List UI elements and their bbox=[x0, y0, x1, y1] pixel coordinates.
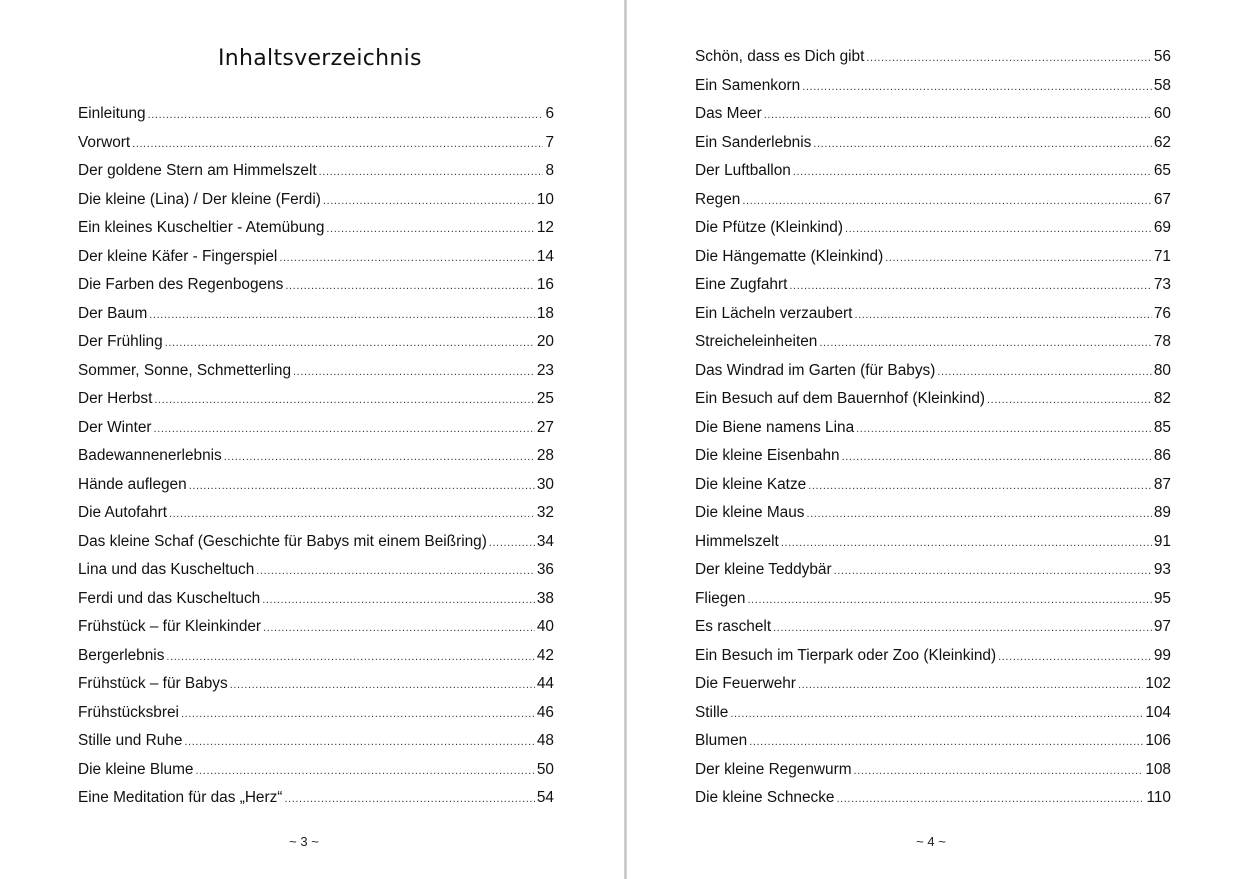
toc-entry-title: Der Frühling bbox=[78, 333, 163, 350]
toc-entry-title: Badewannenerlebnis bbox=[78, 447, 222, 464]
toc-entry-page: 78 bbox=[1153, 333, 1171, 350]
toc-dot-leader bbox=[798, 671, 1143, 700]
toc-entry bbox=[78, 756, 554, 785]
toc-entry-page: 32 bbox=[536, 504, 554, 521]
toc-entry-page: 76 bbox=[1153, 304, 1171, 322]
toc-entry bbox=[695, 642, 1171, 671]
toc-dot-leader bbox=[154, 386, 534, 415]
toc-dot-leader bbox=[866, 44, 1151, 73]
toc-entry bbox=[695, 72, 1171, 101]
toc-entry-page: 20 bbox=[536, 333, 554, 350]
toc-entry bbox=[78, 670, 554, 699]
page-number-right: ~ 4 ~ bbox=[916, 834, 946, 849]
toc-entry-page: 38 bbox=[536, 589, 554, 607]
toc-entry bbox=[78, 300, 554, 329]
toc-entry-title: Die Biene namens Lina bbox=[695, 418, 855, 436]
toc-entry-page: 8 bbox=[545, 162, 554, 179]
toc-entry-title: Streicheleinheiten bbox=[695, 333, 818, 350]
toc-entry bbox=[695, 414, 1171, 443]
toc-dot-leader bbox=[854, 757, 1144, 786]
toc-entry-title: Ein Samenkorn bbox=[695, 76, 801, 94]
toc-entry bbox=[695, 243, 1171, 272]
toc-entry-title: Es raschelt bbox=[695, 618, 772, 635]
toc-entry-title: Der kleine Käfer - Fingerspiel bbox=[78, 247, 278, 265]
toc-entry-page: 108 bbox=[1145, 760, 1171, 778]
toc-entry-title: Ein Sanderlebnis bbox=[695, 133, 812, 151]
toc-entry-page: 14 bbox=[536, 247, 554, 265]
toc-entry-title: Die Pfütze (Kleinkind) bbox=[695, 219, 843, 236]
toc-entry bbox=[695, 699, 1171, 728]
toc-entry-title: Regen bbox=[695, 190, 741, 208]
toc-dot-leader bbox=[166, 643, 534, 672]
toc-entry-page: 99 bbox=[1153, 646, 1171, 664]
toc-entry-page: 46 bbox=[536, 703, 554, 721]
toc-entry-title: Fliegen bbox=[695, 589, 746, 607]
toc-entry bbox=[695, 186, 1171, 215]
toc-entry-title: Die kleine Eisenbahn bbox=[695, 447, 840, 464]
toc-entry-page: 6 bbox=[545, 105, 554, 122]
toc-entry bbox=[78, 556, 554, 585]
toc-entry-title: Der kleine Teddybär bbox=[695, 561, 832, 578]
toc-entry-title: Sommer, Sonne, Schmetterling bbox=[78, 361, 292, 379]
toc-entry-page: 10 bbox=[536, 190, 554, 208]
toc-entry-page: 87 bbox=[1153, 475, 1171, 493]
toc-entry-title: Die Farben des Regenbogens bbox=[78, 276, 284, 293]
toc-entry-page: 12 bbox=[536, 219, 554, 236]
toc-entry-page: 106 bbox=[1145, 732, 1171, 749]
toc-entry-title: Stille bbox=[695, 703, 729, 721]
toc-entry-title: Stille und Ruhe bbox=[78, 732, 183, 749]
toc-entry-title: Lina und das Kuscheltuch bbox=[78, 561, 255, 578]
toc-entry-title: Die Autofahrt bbox=[78, 504, 167, 521]
toc-dot-leader bbox=[293, 358, 535, 387]
toc-entry bbox=[78, 414, 554, 443]
toc-entry-page: 97 bbox=[1153, 618, 1171, 635]
toc-entry-page: 30 bbox=[536, 475, 554, 493]
toc-dot-leader bbox=[807, 500, 1152, 529]
toc-entry-title: Der Luftballon bbox=[695, 162, 791, 179]
toc-entry-page: 86 bbox=[1153, 447, 1171, 464]
toc-entry bbox=[695, 129, 1171, 158]
toc-entry-page: 44 bbox=[536, 675, 554, 692]
toc-entry bbox=[695, 613, 1171, 642]
toc-entry bbox=[78, 157, 554, 186]
toc-dot-leader bbox=[730, 700, 1143, 729]
toc-entry bbox=[78, 442, 554, 471]
toc-entry-title: Die kleine Maus bbox=[695, 504, 805, 521]
toc-dot-leader bbox=[256, 557, 535, 586]
toc-entry-title: Frühstück – für Babys bbox=[78, 675, 228, 692]
toc-entry-page: 28 bbox=[536, 447, 554, 464]
toc-entry-page: 34 bbox=[536, 532, 554, 550]
toc-entry-title: Himmelszelt bbox=[695, 532, 779, 550]
toc-entry-title: Das kleine Schaf (Geschichte für Babys mit einem Beißring) bbox=[78, 532, 487, 550]
toc-entry bbox=[78, 100, 554, 129]
toc-dot-leader bbox=[323, 187, 535, 216]
toc-entry bbox=[695, 100, 1171, 129]
toc-entry-page: 85 bbox=[1153, 418, 1171, 436]
toc-entry-page: 82 bbox=[1153, 390, 1171, 407]
toc-dot-leader bbox=[184, 728, 534, 757]
toc-entry-page: 56 bbox=[1153, 48, 1171, 65]
toc-dot-leader bbox=[937, 358, 1152, 387]
toc-dot-leader bbox=[262, 586, 535, 615]
toc-entry-page: 60 bbox=[1153, 105, 1171, 122]
toc-entry bbox=[695, 157, 1171, 186]
toc-entry bbox=[695, 214, 1171, 243]
left-page bbox=[0, 0, 624, 879]
toc-entry bbox=[78, 271, 554, 300]
toc-entry-title: Der kleine Regenwurm bbox=[695, 760, 852, 778]
toc-dot-leader bbox=[845, 215, 1152, 244]
toc-entry bbox=[78, 385, 554, 414]
toc-entry-title: Frühstücksbrei bbox=[78, 703, 179, 721]
toc-dot-leader bbox=[195, 757, 534, 786]
toc-dot-leader bbox=[279, 244, 535, 273]
toc-entry-title: Die kleine Blume bbox=[78, 760, 194, 778]
toc-entry-title: Das Windrad im Garten (für Babys) bbox=[695, 361, 936, 379]
toc-entry-page: 7 bbox=[545, 133, 554, 151]
toc-entry bbox=[695, 357, 1171, 386]
toc-dot-leader bbox=[132, 130, 543, 159]
toc-entry bbox=[695, 271, 1171, 300]
toc-dot-leader bbox=[326, 215, 534, 244]
toc-entry bbox=[78, 471, 554, 500]
toc-entry-page: 18 bbox=[536, 304, 554, 322]
toc-dot-leader bbox=[165, 329, 535, 358]
toc-entry-page: 69 bbox=[1153, 219, 1171, 236]
toc-entry-title: Die Feuerwehr bbox=[695, 675, 796, 692]
toc-dot-leader bbox=[148, 101, 544, 130]
toc-entry-page: 36 bbox=[536, 561, 554, 578]
toc-dot-leader bbox=[998, 643, 1152, 672]
toc-entry-page: 89 bbox=[1153, 504, 1171, 521]
toc-entry-title: Die Hängematte (Kleinkind) bbox=[695, 247, 884, 265]
toc-entry bbox=[695, 385, 1171, 414]
toc-entry-title: Der Herbst bbox=[78, 390, 153, 407]
toc-entry-page: 62 bbox=[1153, 133, 1171, 151]
toc-entry-page: 95 bbox=[1153, 589, 1171, 607]
toc-entry-title: Vorwort bbox=[78, 133, 131, 151]
toc-entry-title: Schön, dass es Dich gibt bbox=[695, 48, 865, 65]
toc-entry bbox=[695, 328, 1171, 357]
table-of-contents-right bbox=[695, 43, 1171, 813]
toc-entry-title: Eine Meditation für das „Herz“ bbox=[78, 789, 283, 806]
right-page bbox=[627, 0, 1249, 879]
toc-entry-page: 80 bbox=[1153, 361, 1171, 379]
toc-dot-leader bbox=[802, 73, 1152, 102]
toc-entry-title: Blumen bbox=[695, 732, 748, 749]
toc-entry-page: 73 bbox=[1153, 276, 1171, 293]
toc-entry-title: Die kleine (Lina) / Der kleine (Ferdi) bbox=[78, 190, 321, 208]
toc-entry bbox=[695, 499, 1171, 528]
toc-entry bbox=[78, 699, 554, 728]
toc-entry-title: Ein Besuch im Tierpark oder Zoo (Kleinkind) bbox=[695, 646, 997, 664]
toc-entry-page: 50 bbox=[536, 760, 554, 778]
toc-dot-leader bbox=[856, 415, 1152, 444]
toc-dot-leader bbox=[813, 130, 1152, 159]
toc-dot-leader bbox=[149, 301, 535, 330]
toc-entry bbox=[78, 613, 554, 642]
toc-dot-leader bbox=[181, 700, 535, 729]
toc-entry bbox=[695, 300, 1171, 329]
toc-entry bbox=[78, 499, 554, 528]
toc-entry-title: Hände auflegen bbox=[78, 475, 187, 493]
toc-entry bbox=[78, 585, 554, 614]
toc-dot-leader bbox=[742, 187, 1152, 216]
toc-dot-leader bbox=[987, 386, 1152, 415]
toc-entry-page: 25 bbox=[536, 390, 554, 407]
toc-dot-leader bbox=[489, 529, 535, 558]
toc-entry-title: Ein Lächeln verzaubert bbox=[695, 304, 853, 322]
toc-dot-leader bbox=[169, 500, 535, 529]
toc-entry-page: 23 bbox=[536, 361, 554, 379]
toc-entry bbox=[78, 328, 554, 357]
toc-dot-leader bbox=[224, 443, 535, 472]
toc-entry-page: 40 bbox=[536, 618, 554, 635]
toc-entry bbox=[695, 727, 1171, 756]
toc-entry bbox=[695, 585, 1171, 614]
toc-dot-leader bbox=[747, 586, 1151, 615]
toc-entry bbox=[78, 784, 554, 813]
toc-entry-page: 91 bbox=[1153, 532, 1171, 550]
toc-entry-title: Das Meer bbox=[695, 105, 762, 122]
toc-dot-leader bbox=[154, 415, 535, 444]
toc-entry bbox=[695, 556, 1171, 585]
toc-dot-leader bbox=[749, 728, 1143, 757]
toc-entry bbox=[695, 756, 1171, 785]
toc-entry bbox=[78, 727, 554, 756]
toc-entry-title: Die kleine Katze bbox=[695, 475, 807, 493]
toc-entry-page: 42 bbox=[536, 646, 554, 664]
toc-dot-leader bbox=[885, 244, 1152, 273]
toc-entry-title: Der Baum bbox=[78, 304, 148, 322]
toc-entry-page: 48 bbox=[536, 732, 554, 749]
toc-entry bbox=[695, 471, 1171, 500]
toc-dot-leader bbox=[764, 101, 1152, 130]
toc-entry bbox=[695, 442, 1171, 471]
toc-entry-page: 67 bbox=[1153, 190, 1171, 208]
toc-dot-leader bbox=[793, 158, 1152, 187]
toc-entry-page: 71 bbox=[1153, 247, 1171, 265]
toc-entry-page: 58 bbox=[1153, 76, 1171, 94]
toc-entry bbox=[695, 784, 1171, 813]
toc-dot-leader bbox=[284, 785, 534, 814]
toc-dot-leader bbox=[285, 272, 535, 301]
toc-entry-title: Ein kleines Kuscheltier - Atemübung bbox=[78, 219, 325, 236]
table-of-contents-left bbox=[78, 100, 554, 813]
toc-entry-title: Frühstück – für Kleinkinder bbox=[78, 618, 262, 635]
toc-dot-leader bbox=[808, 472, 1152, 501]
toc-entry-page: 93 bbox=[1153, 561, 1171, 578]
toc-entry bbox=[695, 670, 1171, 699]
toc-entry-title: Ein Besuch auf dem Bauernhof (Kleinkind) bbox=[695, 390, 986, 407]
toc-entry-page: 102 bbox=[1145, 675, 1171, 692]
toc-entry bbox=[78, 214, 554, 243]
toc-dot-leader bbox=[819, 329, 1152, 358]
toc-entry bbox=[78, 357, 554, 386]
toc-dot-leader bbox=[781, 529, 1152, 558]
toc-dot-leader bbox=[789, 272, 1151, 301]
toc-entry-title: Ferdi und das Kuscheltuch bbox=[78, 589, 261, 607]
toc-entry-page: 27 bbox=[536, 418, 554, 436]
toc-entry bbox=[78, 243, 554, 272]
toc-entry bbox=[695, 528, 1171, 557]
toc-entry bbox=[695, 43, 1171, 72]
toc-entry-title: Der Winter bbox=[78, 418, 152, 436]
page-number-left: ~ 3 ~ bbox=[289, 834, 319, 849]
toc-entry bbox=[78, 186, 554, 215]
toc-dot-leader bbox=[189, 472, 535, 501]
toc-entry-page: 16 bbox=[536, 276, 554, 293]
toc-entry bbox=[78, 642, 554, 671]
toc-entry-title: Bergerlebnis bbox=[78, 646, 165, 664]
toc-entry bbox=[78, 129, 554, 158]
toc-entry-title: Der goldene Stern am Himmelszelt bbox=[78, 162, 317, 179]
toc-dot-leader bbox=[842, 443, 1152, 472]
toc-entry-page: 54 bbox=[536, 789, 554, 806]
toc-entry bbox=[78, 528, 554, 557]
toc-dot-leader bbox=[319, 158, 544, 187]
toc-dot-leader bbox=[836, 785, 1144, 814]
toc-entry-title: Die kleine Schnecke bbox=[695, 789, 835, 806]
toc-entry-title: Eine Zugfahrt bbox=[695, 276, 788, 293]
toc-entry-page: 65 bbox=[1153, 162, 1171, 179]
toc-entry-title: Einleitung bbox=[78, 105, 146, 122]
toc-dot-leader bbox=[773, 614, 1152, 643]
toc-entry-page: 104 bbox=[1145, 703, 1171, 721]
toc-dot-leader bbox=[834, 557, 1152, 586]
toc-entry-page: 110 bbox=[1146, 789, 1171, 806]
toc-dot-leader bbox=[263, 614, 535, 643]
toc-dot-leader bbox=[230, 671, 535, 700]
page-title: Inhaltsverzeichnis bbox=[218, 46, 422, 71]
toc-dot-leader bbox=[854, 301, 1151, 330]
